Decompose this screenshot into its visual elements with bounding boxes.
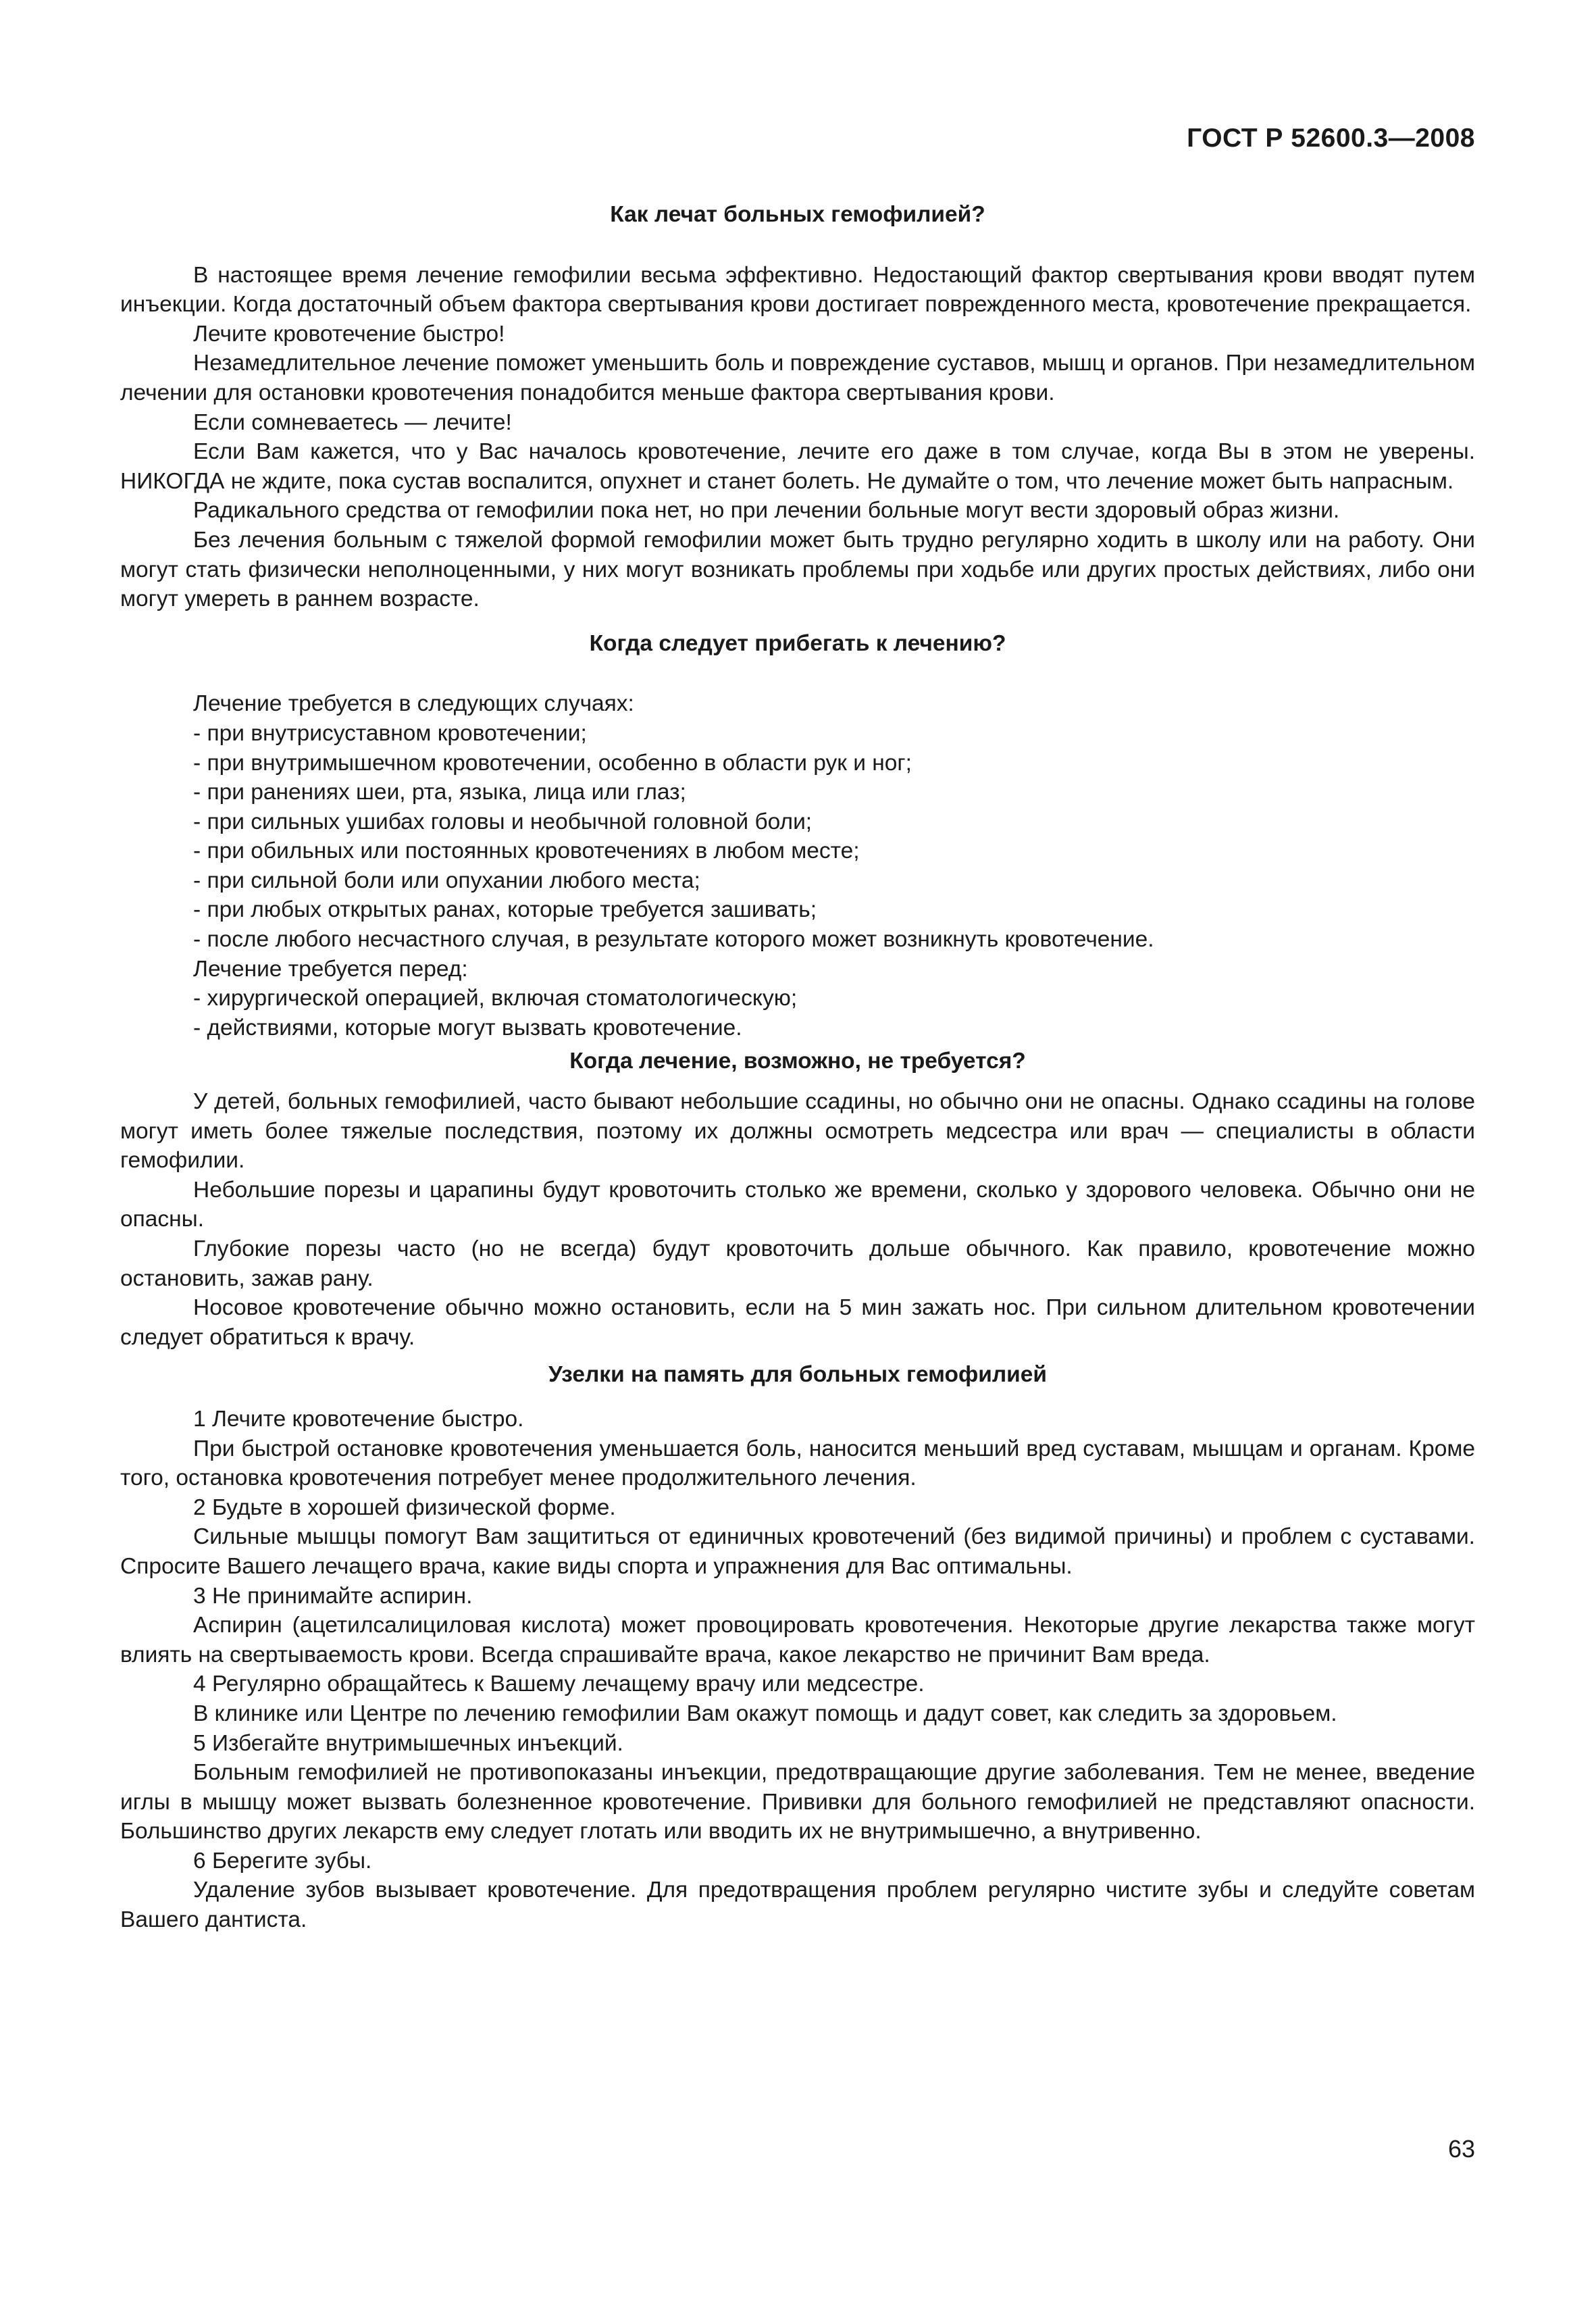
section-heading-treatment: Как лечат больных гемофилией? [610, 202, 985, 227]
paragraph: Глубокие порезы часто (но не всегда) будут кровоточить дольше обычного. Как правило, кровотечение можно остановить, зажав рану. [120, 1236, 1475, 1291]
list-item: - при внутрисуставном кровотечении; [193, 720, 587, 746]
paragraph: 5 Избегайте внутримышечных инъекций. [193, 1730, 623, 1756]
section-heading-when-needed: Когда следует прибегать к лечению? [589, 630, 1006, 656]
section-heading-reminders: Узелки на память для больных гемофилией [548, 1362, 1047, 1388]
paragraph: Носовое кровотечение обычно можно остановить, если на 5 мин зажать нос. При сильном длительном кровотечении следует обратиться к врачу. [120, 1295, 1475, 1350]
list-item: - после любого несчастного случая, в результате которого может возникнуть кровотечение. [193, 927, 1154, 953]
document-page [120, 0, 1475, 2314]
paragraph: 3 Не принимайте аспирин. [193, 1583, 473, 1609]
section-heading-not-needed: Когда лечение, возможно, не требуется? [569, 1049, 1026, 1074]
paragraph: 6 Берегите зубы. [193, 1848, 372, 1873]
list-item: - действиями, которые могут вызвать кровотечение. [193, 1015, 742, 1040]
paragraph: В настоящее время лечение гемофилии весьма эффективно. Недостающий фактор свертывания крови вводят путем инъекции. Когда достаточный объем фактора свертывания крови достигает поврежденного места, кровотечение прекращается. [120, 262, 1475, 318]
paragraph: Если Вам кажется, что у Вас началось кровотечение, лечите его даже в том случае, когда Вы в этом не уверены. НИКОГДА не ждите, пока сустав воспалится, опухнет и станет болеть. Не думайте о том, что лечение может быть напрасным. [120, 439, 1475, 494]
list-item: - при обильных или постоянных кровотечениях в любом месте; [193, 838, 860, 864]
paragraph: Сильные мышцы помогут Вам защититься от единичных кровотечений (без видимой причины) и проблем с суставами. Спросите Вашего лечащего врача, какие виды спорта и упражнения для Вас оптимальны. [120, 1524, 1475, 1579]
paragraph: У детей, больных гемофилией, часто бывают небольшие ссадины, но обычно они не опасны. Однако ссадины на голове могут иметь более тяжелые последствия, поэтому их должны осмотреть медсестра или врач — специалисты в области гемофилии. [120, 1089, 1475, 1174]
list-item: - при ранениях шеи, рта, языка, лица или глаз; [193, 780, 686, 805]
paragraph: Незамедлительное лечение поможет уменьшить боль и повреждение суставов, мышц и органов. При незамедлительном лечении для остановки кровотечения понадобится меньше фактора свертывания крови. [120, 351, 1475, 405]
list-item: - при внутримышечном кровотечении, особенно в области рук и ног; [193, 750, 912, 776]
paragraph: 4 Регулярно обращайтесь к Вашему лечащему врачу или медсестре. [193, 1671, 925, 1697]
list-intro: Лечение требуется перед: [193, 956, 468, 982]
list-item: - при сильных ушибах головы и необычной головной боли; [193, 809, 813, 834]
list-item: - при любых открытых ранах, которые требуется зашивать; [193, 897, 817, 923]
paragraph: Небольшие порезы и царапины будут кровоточить столько же времени, сколько у здорового человека. Обычно они не опасны. [120, 1177, 1475, 1232]
page-number: 63 [1447, 2135, 1475, 2163]
paragraph: 2 Будьте в хорошей физической форме. [193, 1494, 616, 1520]
paragraph: Если сомневаетесь — лечите! [193, 409, 512, 435]
paragraph: Удаление зубов вызывает кровотечение. Для предотвращения проблем регулярно чистите зубы и следуйте советам Вашего дантиста. [120, 1878, 1475, 1933]
paragraph: При быстрой остановке кровотечения уменьшается боль, наносится меньший вред суставам, мышцам и органам. Кроме того, остановка кровотечения потребует менее продолжительного лечения. [120, 1436, 1475, 1491]
list-intro: Лечение требуется в следующих случаях: [193, 691, 634, 717]
paragraph: В клинике или Центре по лечению гемофилии Вам окажут помощь и дадут совет, как следить за здоровьем. [193, 1701, 1337, 1726]
list-item: - при сильной боли или опухании любого места; [193, 867, 700, 893]
document-body [120, 200, 1475, 1935]
list-item: - хирургической операцией, включая стоматологическую; [193, 986, 798, 1011]
paragraph: Лечите кровотечение быстро! [193, 321, 505, 347]
paragraph: Радикального средства от гемофилии пока нет, но при лечении больные могут вести здоровый образ жизни. [193, 498, 1340, 524]
paragraph: Без лечения больным с тяжелой формой гемофилии может быть трудно регулярно ходить в школу или на работу. Они могут стать физически неполноценными, у них могут возникать проблемы при ходьбе или других простых действиях, либо они могут умереть в раннем возрасте. [120, 527, 1475, 612]
standard-code-header: ГОСТ Р 52600.3—2008 [1187, 124, 1475, 153]
paragraph: Больным гемофилией не противопоказаны инъекции, предотвращающие другие заболевания. Тем не менее, введение иглы в мышцу может вызвать болезненное кровотечение. Прививки для больного гемофилией не представляют опасности. Большинство других лекарств ему следует глотать или вводить их не внутримышечно, а внутривенно. [120, 1760, 1475, 1844]
paragraph: 1 Лечите кровотечение быстро. [193, 1406, 524, 1432]
paragraph: Аспирин (ацетилсалициловая кислота) может провоцировать кровотечения. Некоторые другие лекарства также могут влиять на свертываемость крови. Всегда спрашивайте врача, какое лекарство не причинит Вам вреда. [120, 1613, 1475, 1667]
